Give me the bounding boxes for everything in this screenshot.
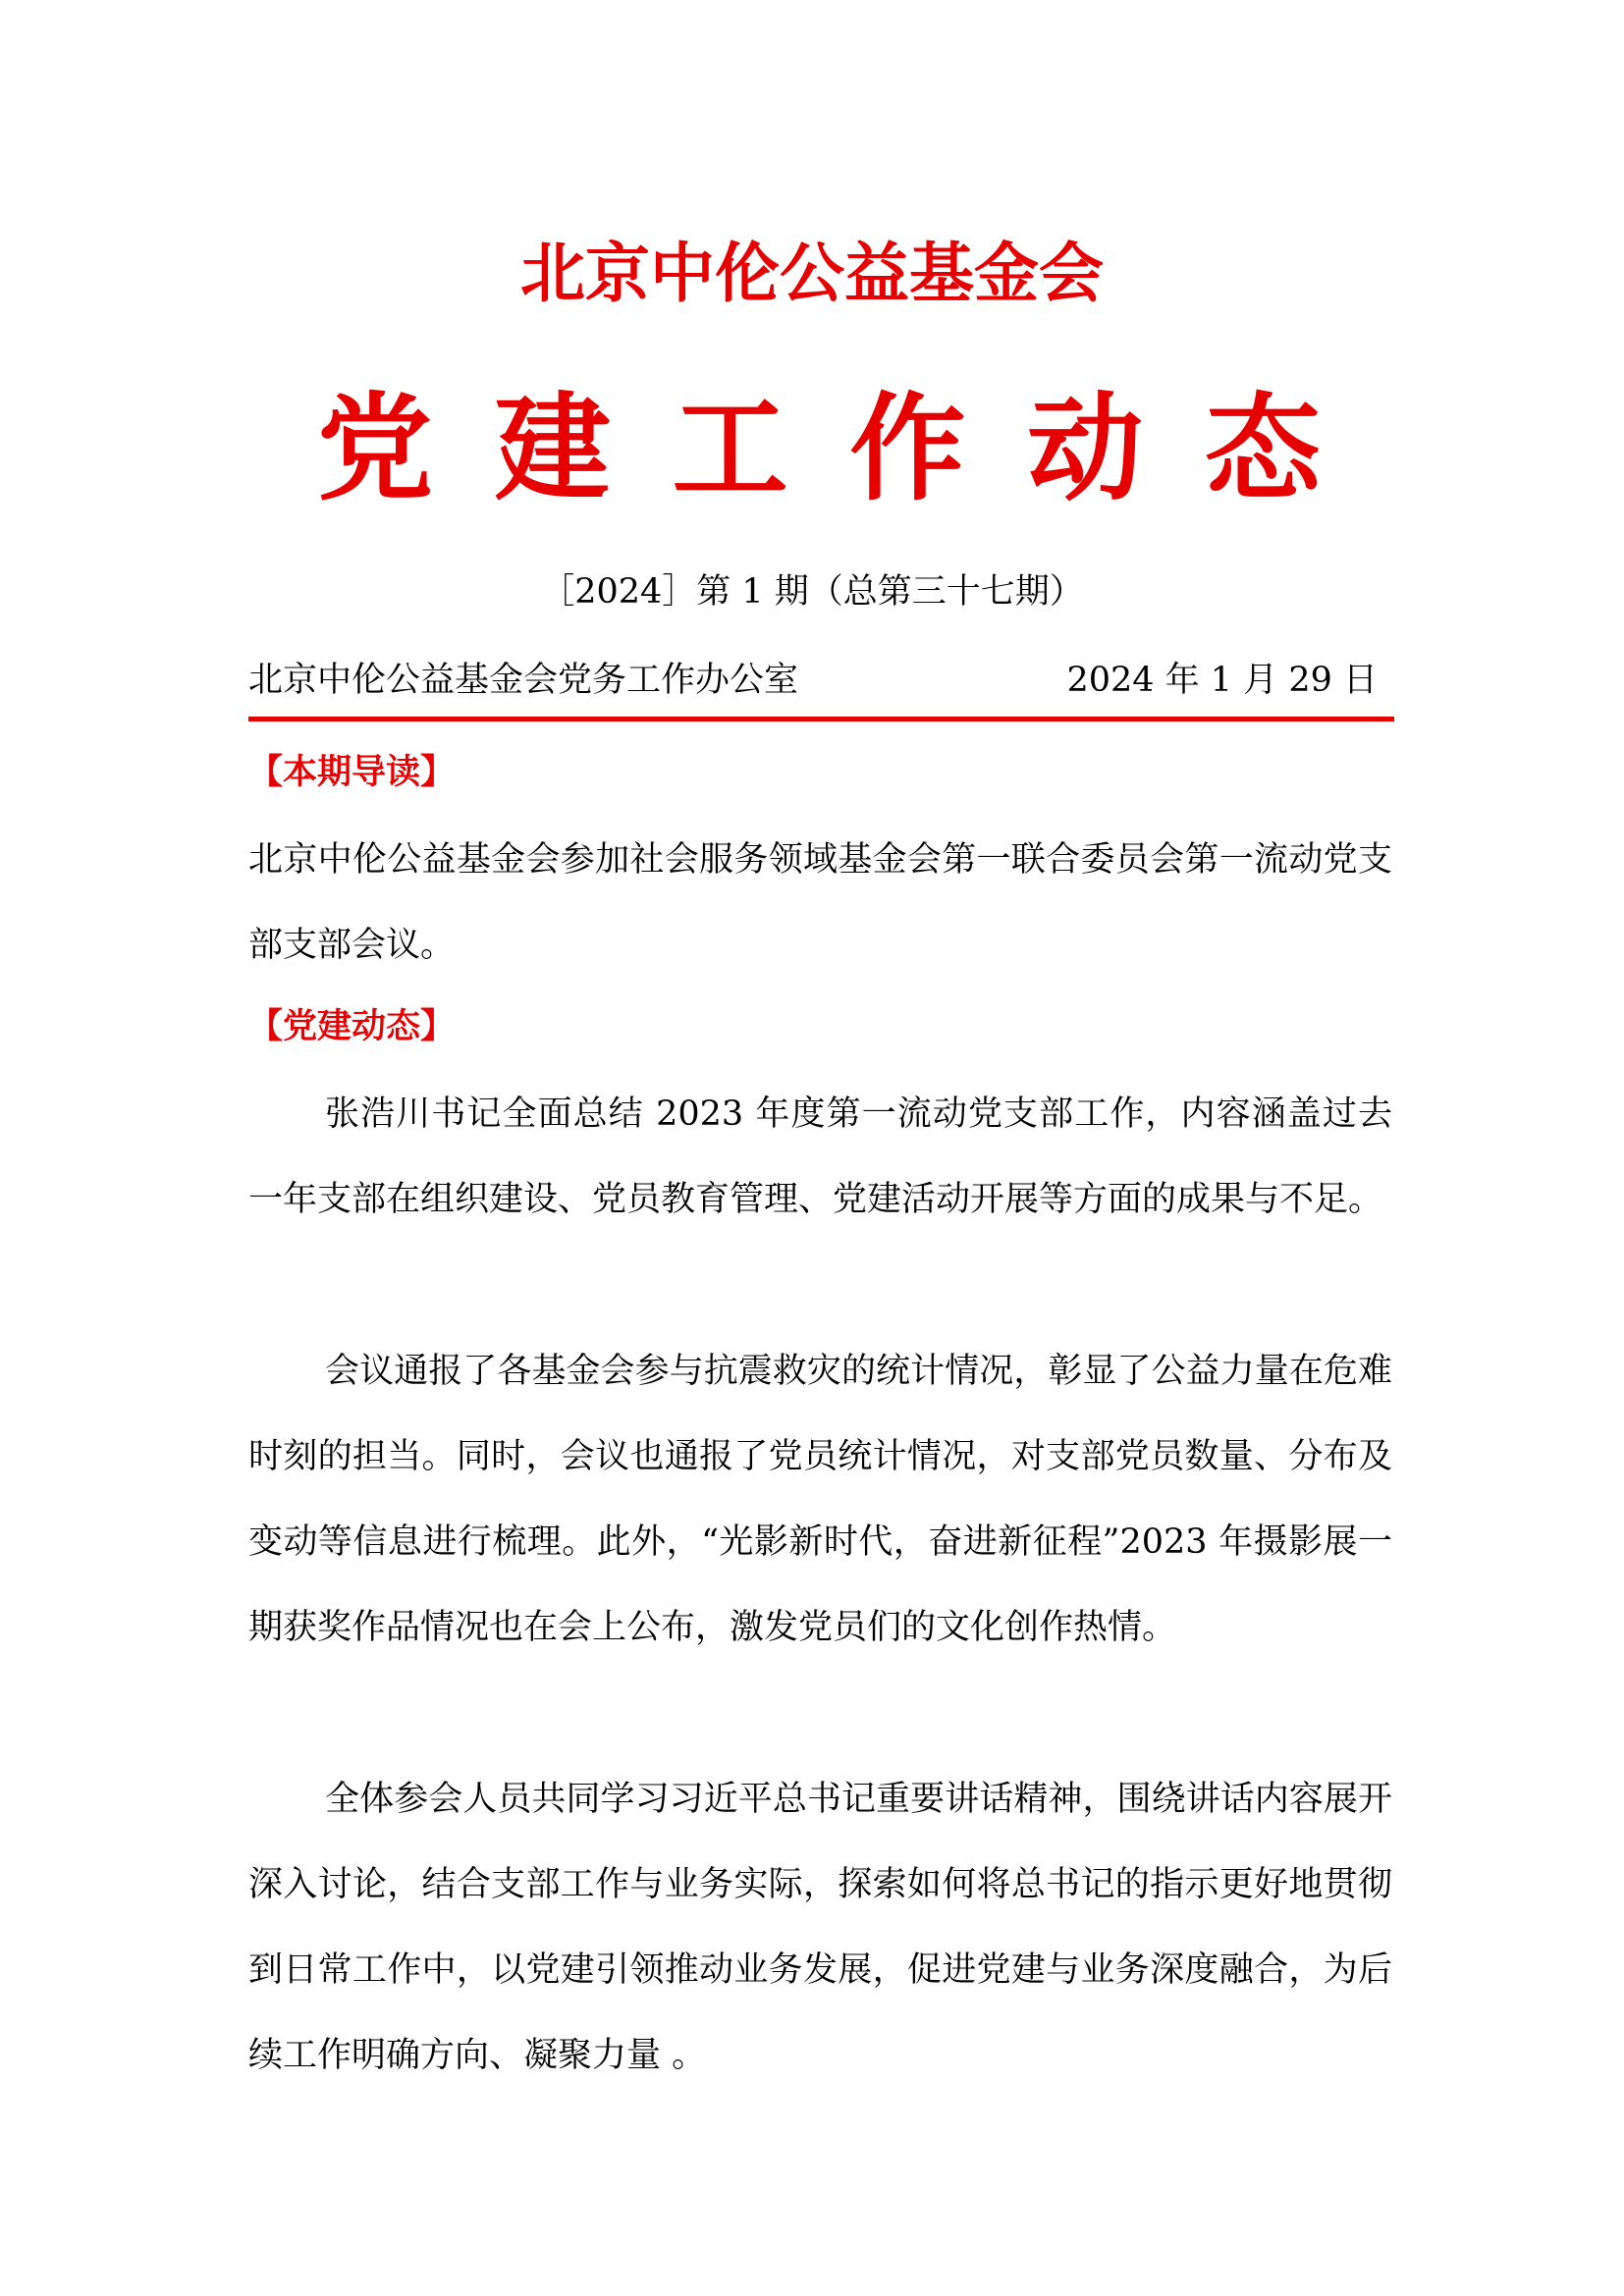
news-heading: 【党建动态】 xyxy=(248,1007,456,1046)
publication-title-char: 工 xyxy=(672,380,788,516)
intro-heading: 【本期导读】 xyxy=(248,753,456,792)
issuer-line xyxy=(248,661,1378,700)
news-paragraph: 张浩川书记全面总结 2023 年度第一流动党支部工作，内容涵盖过去一年支部在组织建设、党员教育管理、党建活动开展等方面的成果与不足。 xyxy=(248,1095,1392,1219)
organization-title: 北京中伦公益基金会 xyxy=(520,235,1104,311)
issuer-office: 北京中伦公益基金会党务工作办公室 xyxy=(248,661,799,700)
issue-date: 2024 年 1 月 29 日 xyxy=(1066,661,1378,700)
publication-title-char: 建 xyxy=(494,380,611,516)
publication-title-char: 党 xyxy=(317,380,434,516)
news-paragraph: 全体参会人员共同学习习近平总书记重要讲话精神，围绕讲话内容展开深入讨论，结合支部工作与业务实际，探索如何将总书记的指示更好地贯彻到日常工作中，以党建引领推动业务发展，促进党建与业务深度融合，为后续工作明确方向、凝聚力量 。 xyxy=(248,1780,1392,2075)
publication-title xyxy=(317,380,1321,516)
intro-paragraph: 北京中伦公益基金会参加社会服务领域基金会第一联合委员会第一流动党支部支部会议。 xyxy=(248,840,1392,965)
news-paragraph: 会议通报了各基金会参与抗震救灾的统计情况，彰显了公益力量在危难时刻的担当。同时，会议也通报了党员统计情况，对支部党员数量、分布及变动等信息进行梳理。此外，“光影新时代，奋进新征程”2023 年摄影展一期获奖作品情况也在会上公布，激发党员们的文化创作热情。 xyxy=(248,1352,1392,1647)
issue-number: ［2024］第 1 期（总第三十七期） xyxy=(540,572,1084,612)
publication-title-char: 作 xyxy=(849,380,966,516)
header-divider xyxy=(248,717,1394,721)
publication-title-char: 动 xyxy=(1027,380,1144,516)
publication-title-char: 态 xyxy=(1204,380,1321,516)
